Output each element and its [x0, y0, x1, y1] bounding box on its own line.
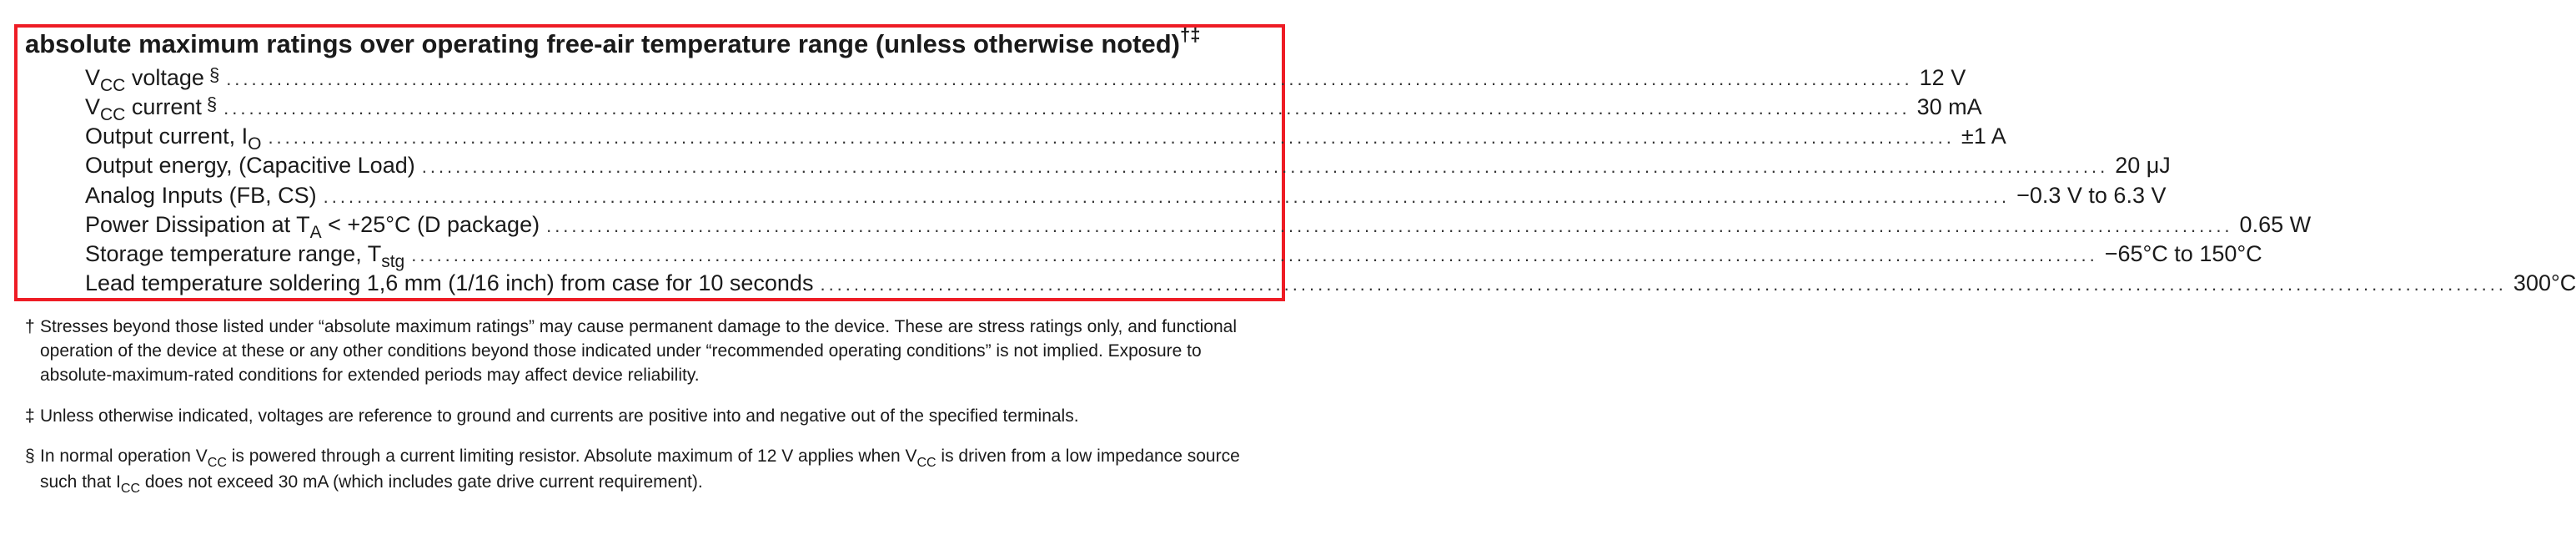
rating-value: 20 μJ — [2115, 153, 2171, 178]
rating-value: −65°C to 150°C — [2104, 241, 2262, 266]
rating-row — [85, 241, 2262, 271]
rating-row — [85, 212, 2312, 242]
dot-leader: ........................................................................................................................................................................................................ — [226, 68, 1913, 89]
dot-leader: ........................................................................................................................................................................................................ — [820, 274, 2507, 295]
rating-label — [85, 153, 415, 179]
footnote-mark: † — [25, 317, 35, 336]
rating-value: 30 mA — [1916, 94, 1982, 119]
subscript: CC — [100, 76, 126, 95]
rating-label-text: V — [85, 65, 101, 90]
rating-label-text: Output energy, (Capacitive Load) — [85, 153, 415, 178]
rating-label — [85, 270, 813, 296]
dot-leader: ........................................................................................................................................................................................................ — [323, 186, 2011, 207]
dot-leader: ........................................................................................................................................................................................................ — [268, 127, 1955, 148]
rating-value: 0.65 W — [2239, 212, 2312, 237]
subscript: A — [309, 223, 322, 242]
rating-row — [85, 153, 2171, 182]
footnote-ref: § — [208, 64, 220, 85]
footnote-text-part: does not exceed 30 mA (which includes gate drive current requirement). — [140, 472, 703, 492]
subscript: O — [248, 134, 262, 154]
footnote-ref: § — [206, 93, 218, 114]
subscript: stg — [381, 252, 405, 271]
rating-label-text: V — [85, 94, 101, 119]
subscript: CC — [916, 456, 936, 470]
rating-label — [85, 183, 317, 209]
subscript: CC — [207, 456, 227, 470]
dot-leader: ........................................................................................................................................................................................................ — [411, 245, 2098, 265]
rating-label — [85, 124, 261, 153]
rating-label-text: Analog Inputs (FB, CS) — [85, 183, 317, 208]
footnote-text: Unless otherwise indicated, voltages are reference to ground and currents are positive into and negative out of the specified terminals. — [40, 406, 1079, 426]
rating-row — [85, 93, 1982, 124]
dot-leader: ........................................................................................................................................................................................................ — [546, 215, 2233, 236]
rating-label — [85, 212, 540, 241]
footnote-text — [40, 444, 1268, 496]
rating-label-text: voltage — [125, 65, 204, 90]
subscript: CC — [100, 105, 126, 124]
rating-value: 300°C — [2513, 270, 2576, 295]
rating-row — [85, 124, 2006, 154]
rating-label-text: current — [125, 94, 202, 119]
footnote-text-part: In normal operation V — [40, 447, 208, 466]
rating-label-text: < +25°C (D package) — [321, 212, 540, 237]
footnote-mark: § — [25, 447, 35, 466]
rating-label-text: Output current, I — [85, 124, 249, 149]
subscript: CC — [120, 482, 140, 496]
footnote-dagger — [25, 315, 1268, 387]
rating-value: ±1 A — [1961, 124, 2006, 149]
heading-text: absolute maximum ratings over operating free-air temperature range (unless otherwise noted) — [25, 29, 1181, 58]
rating-row — [85, 183, 2167, 212]
rating-label-text: Storage temperature range, T — [85, 241, 382, 266]
rating-label — [85, 65, 219, 94]
footnote-double-dagger — [25, 404, 1268, 428]
rating-label — [85, 241, 404, 270]
rating-row — [85, 64, 1966, 95]
rating-label — [85, 94, 217, 124]
rating-row — [85, 270, 2576, 300]
dot-leader: ........................................................................................................................................................................................................ — [421, 156, 2109, 177]
footnote-text: Stresses beyond those listed under “absolute maximum ratings” may cause permanent damage to the device. These are stress ratings only, and functional operation of the device at these or any other conditions beyond those indicated under “recommended operating conditions” is not implied. Exposure to absolute-maximum-rated conditions for extended periods may affect device reliability. — [40, 317, 1237, 385]
heading-footnote-marks: †‡ — [1180, 24, 1201, 45]
rating-value: −0.3 V to 6.3 V — [2016, 183, 2167, 208]
rating-label-text: Power Dissipation at T — [85, 212, 310, 237]
rating-label-text: Lead temperature soldering 1,6 mm (1/16 inch) from case for 10 seconds — [85, 270, 814, 295]
footnote-mark: ‡ — [25, 406, 35, 426]
ratings-heading — [25, 24, 1259, 59]
footnote-text-part: is driven from a low impedance source such that I — [40, 447, 1240, 492]
rating-value: 12 V — [1919, 65, 1966, 90]
footnote-text-part: is powered through a current limiting resistor. Absolute maximum of 12 V applies when V — [226, 447, 917, 466]
footnote-section — [25, 444, 1268, 496]
dot-leader: ........................................................................................................................................................................................................ — [223, 98, 1911, 119]
